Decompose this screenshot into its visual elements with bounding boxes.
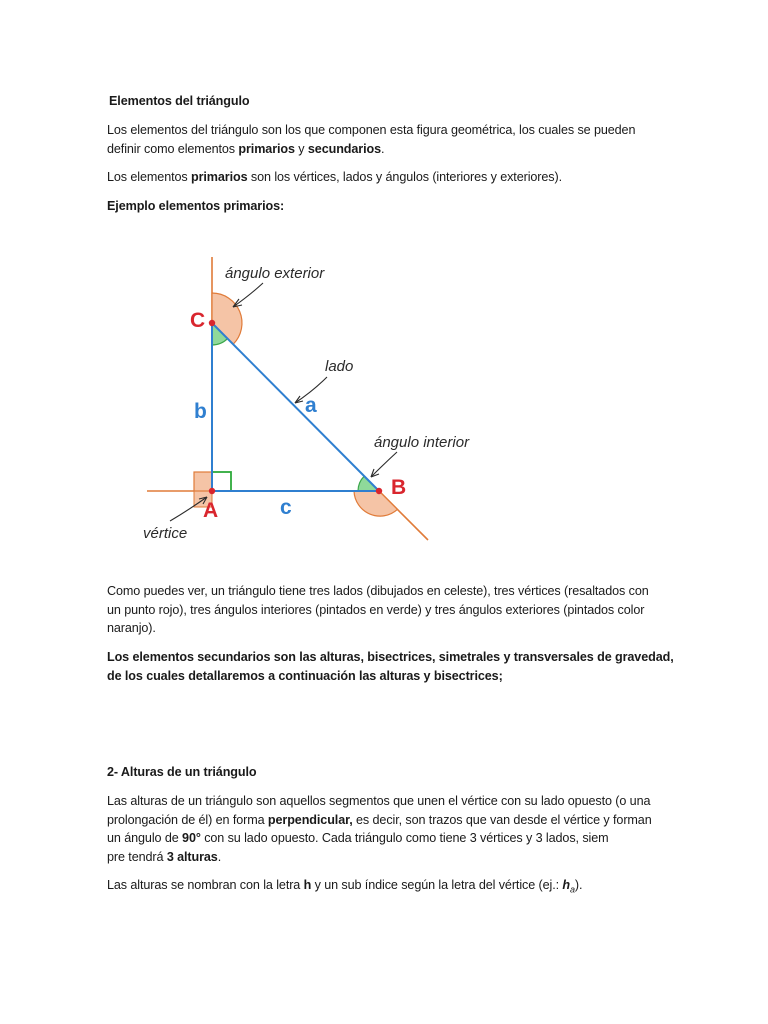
arrow-vertice	[170, 497, 207, 521]
label-vertex-c: C	[190, 309, 206, 332]
exterior-right-angle-a	[194, 472, 212, 491]
annotation-angulo-exterior: ángulo exterior	[225, 265, 325, 282]
paragraph-elementos-intro: Los elementos del triángulo son los que componen esta figura geométrica, los cuales se pueden definir como elementos primarios y secundarios.	[107, 123, 636, 156]
section-title-alturas: 2- Alturas de un triángulo	[107, 765, 257, 779]
side-a	[212, 323, 379, 491]
paragraph-elementos-primarios: Los elementos primarios son los vértices, lados y ángulos (interiores y exteriores).	[107, 170, 562, 184]
label-vertex-b: B	[391, 476, 407, 499]
paragraph-elementos-secundarios: Los elementos secundarios son las alturas, bisectrices, simetrales y transversales de gravedad, de los cuales detallaremos a continuación las alturas y bisectrices;	[107, 650, 674, 683]
annotation-vertice: vértice	[143, 525, 188, 542]
vertex-a-dot	[209, 488, 215, 494]
label-vertex-a: A	[203, 499, 219, 522]
triangle-elements-diagram	[135, 245, 480, 550]
label-side-c: c	[280, 496, 292, 519]
arrow-angulo-exterior	[233, 283, 263, 307]
annotation-angulo-interior: ángulo interior	[374, 434, 470, 451]
paragraph-alturas-nombre: Las alturas se nombran con la letra h y un sub índice según la letra del vértice (ej.: $h_a$).	[107, 878, 583, 895]
annotation-lado: lado	[325, 358, 354, 375]
arrow-angulo-interior	[371, 452, 397, 477]
vertex-b-dot	[376, 488, 382, 494]
right-angle-marker-a	[212, 472, 231, 491]
example-heading: Ejemplo elementos primarios:	[107, 199, 285, 213]
paragraph-alturas-definicion: Las alturas de un triángulo son aquellos segmentos que unen el vértice con su lado opuesto (o una prolongación de él) en forma perpendicular, es decir, son trazos que van desde el vértice y forman un ángulo de 90° con su lado opuesto. Cada triángulo como tiene 3 vértices y 3 lados, siem pre tendrá 3 alturas.	[107, 794, 652, 864]
vertex-c-dot	[209, 320, 215, 326]
label-side-b: b	[194, 400, 207, 423]
label-side-a: a	[305, 394, 317, 417]
paragraph-como-puedes-ver: Como puedes ver, un triángulo tiene tres lados (dibujados en celeste), tres vértices (resaltados con un punto rojo), tres ángulos interiores (pintados en verde) y tres ángulos exteriores (pintados color naranjo).	[107, 584, 649, 635]
section-title-elementos: Elementos del triángulo	[109, 94, 250, 108]
